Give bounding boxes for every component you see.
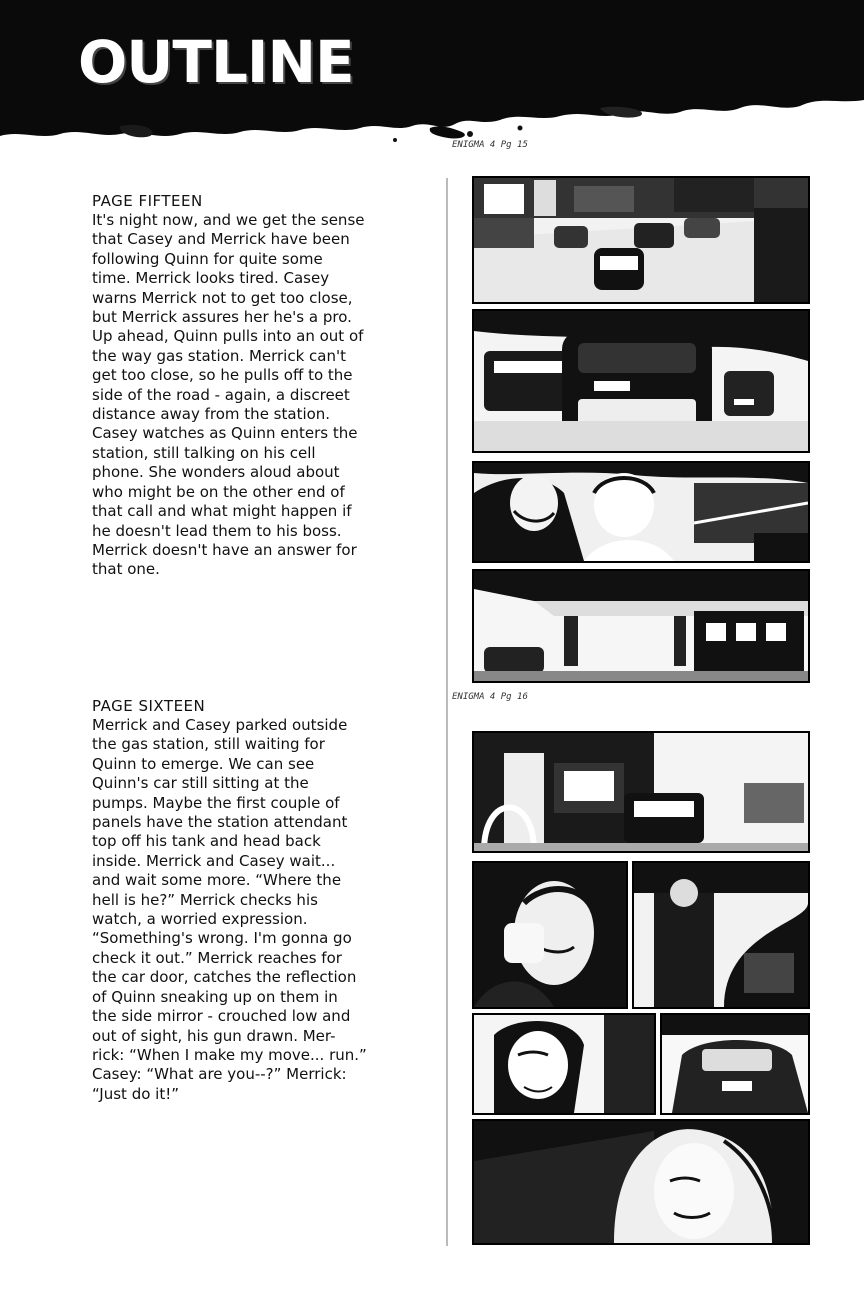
page-title: OUTLINE [78,28,354,96]
header-banner [0,0,864,160]
page-fifteen-section [92,192,432,580]
pencil-note-top: ENIGMA 4 Pg 15 [452,140,528,150]
comic-panel-gas-station [472,569,810,683]
section-heading: PAGE FIFTEEN [92,192,203,210]
section-body: Merrick and Casey parked outside the gas station, still waiting for Quinn to emerge. We can see Quinn's car still sitting at the pumps. Maybe the first couple of panels have the station attendant top off his tank and head back inside. Merrick and Casey wait... and wait some more. “Where the hell is he?” Merrick checks his watch, a worried expression. “Something's wrong. I'm gonna go check it out.” Merrick reaches for the car door, catches the reflection of Quinn sneaking up on them in the side mirror - crouched low and out of sight, his gun drawn. Mer- rick: “When I make my move... run.” Casey: “What are you--?” Merrick: “Just do it!” [92,716,367,1103]
page-sixteen-section [92,697,432,1104]
column-divider [446,178,448,1246]
comic-panel-quinn-closeup [472,1119,810,1245]
comic-panel-station-exterior [472,731,810,853]
comic-panel-parked-car [660,1013,810,1115]
comic-panel-car-following [472,309,810,453]
pencil-note-middle: ENIGMA 4 Pg 16 [452,692,528,702]
comic-panel-quinn-phone [632,861,810,1009]
comic-panel-car-interior [472,461,810,563]
comic-panel-casey-worried [472,1013,656,1115]
comic-panel-merrick-watch [472,861,628,1009]
comic-panel-traffic [472,176,810,304]
section-body: It's night now, and we get the sense that Casey and Merrick have been following Quinn for quite some time. Merrick looks tired. Casey warns Merrick not to get too close, but Merrick assures her he's a pro. Up ahead, Quinn pulls into an out of the way gas station. Merrick can't get too close, so he pulls off to the side of the road - again, a discreet distance away from the station. Casey watches as Quinn enters the station, still talking on his cell phone. She wonders aloud about who might be on the other end of that call and what might happen if he doesn't lead them to his boss. Merrick doesn't have an answer for that one. [92,211,365,579]
section-heading: PAGE SIXTEEN [92,697,206,715]
